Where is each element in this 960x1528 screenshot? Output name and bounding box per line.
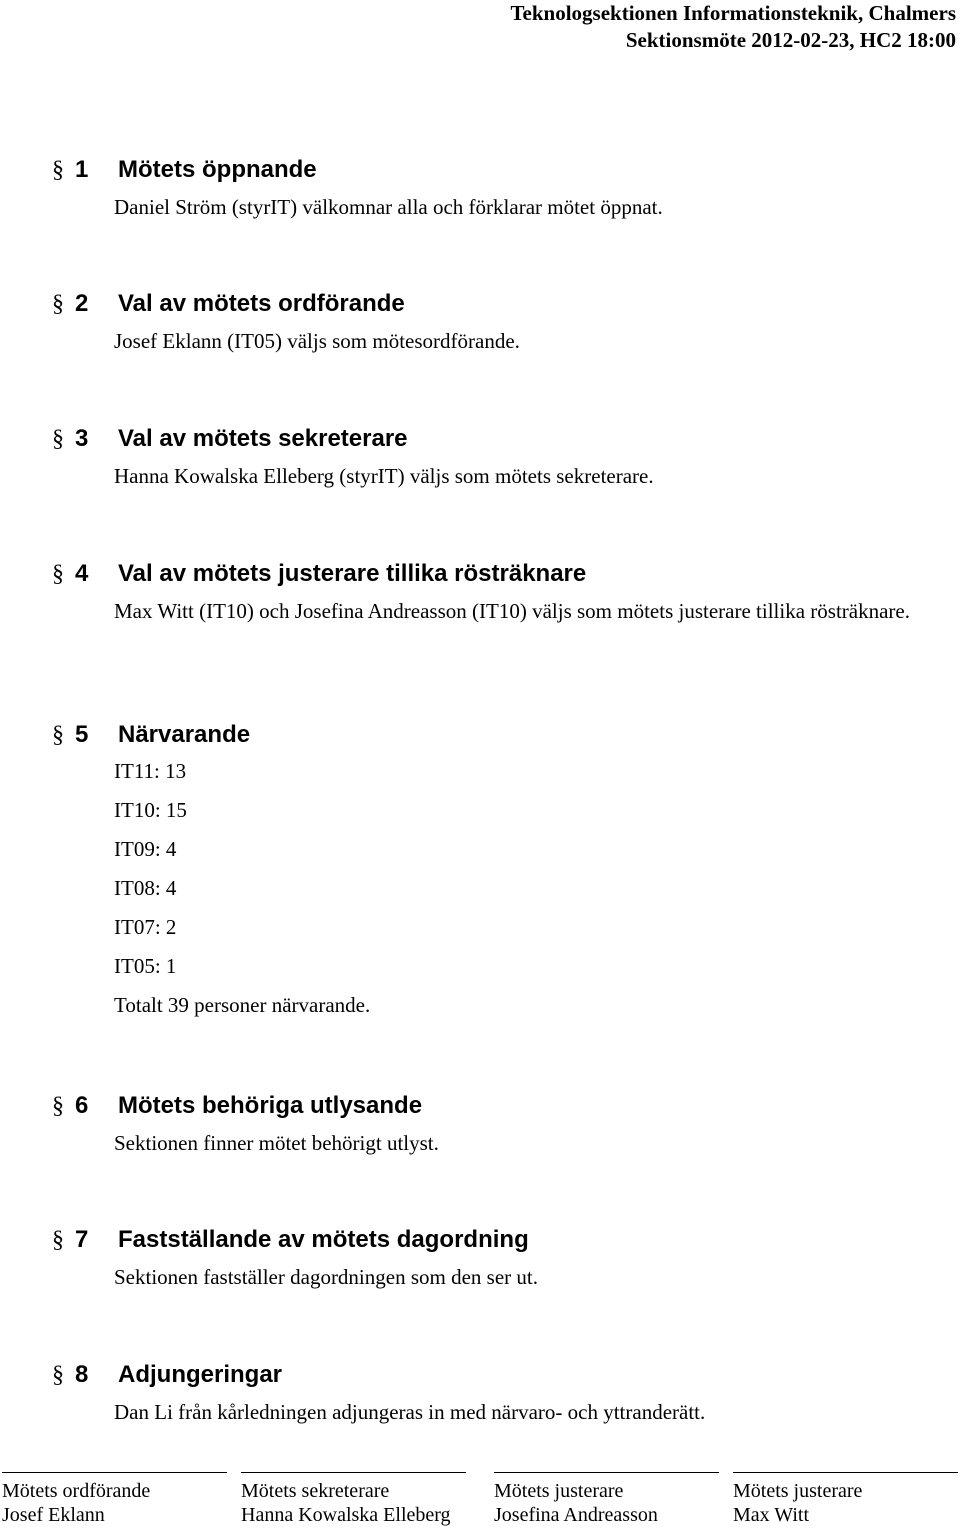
attendance-item: IT08: 4: [114, 876, 177, 900]
section-symbol: §: [52, 1093, 64, 1119]
agenda-section-4: [0, 559, 960, 627]
agenda-section-6: [0, 1091, 960, 1159]
section-number: 8: [75, 1361, 89, 1388]
section-heading: [0, 559, 960, 589]
agenda-section-3: [0, 424, 960, 492]
agenda-section-5: [0, 720, 960, 1025]
signature-name: Josef Eklann: [2, 1504, 105, 1526]
section-title: Adjungeringar: [118, 1361, 283, 1388]
signature-role: Mötets justerare: [494, 1480, 624, 1502]
signature-line: [2, 1472, 227, 1473]
section-title: Närvarande: [118, 721, 251, 748]
section-text: Max Witt (IT10) och Josefina Andreasson (IT10) väljs som mötets justerare tillika rösträknare.: [114, 599, 910, 623]
section-heading: [0, 424, 960, 454]
agenda-section-2: [0, 289, 960, 357]
signature-line: [241, 1472, 466, 1473]
section-title: Val av mötets justerare tillika rösträknare: [118, 560, 587, 587]
section-number: 7: [75, 1226, 89, 1253]
section-heading: [0, 289, 960, 319]
agenda-section-8: [0, 1360, 960, 1428]
section-number: 3: [75, 425, 89, 452]
signature-secretary: [241, 1472, 466, 1527]
section-title: Val av mötets sekreterare: [118, 425, 408, 452]
section-body: [114, 460, 920, 492]
attendance-total: Totalt 39 personer närvarande.: [114, 993, 371, 1017]
section-body: [114, 595, 920, 627]
section-symbol: §: [52, 1227, 64, 1253]
section-text: Daniel Ström (styrIT) välkomnar alla och förklarar mötet öppnat.: [114, 195, 663, 219]
signature-role: Mötets justerare: [733, 1480, 863, 1502]
section-number: 1: [75, 156, 89, 183]
section-text: Sektionen finner mötet behörigt utlyst.: [114, 1131, 439, 1155]
section-symbol: §: [52, 157, 64, 183]
attendance-item: IT10: 15: [114, 798, 187, 822]
section-symbol: §: [52, 291, 64, 317]
section-text: Dan Li från kårledningen adjungeras in med närvaro- och yttranderätt.: [114, 1400, 706, 1424]
section-title: Mötets öppnande: [118, 156, 317, 183]
section-text: Josef Eklann (IT05) väljs som mötesordförande.: [114, 329, 520, 353]
section-title: Fastställande av mötets dagordning: [118, 1226, 529, 1253]
section-heading: [0, 1225, 960, 1255]
signature-chair: [2, 1472, 227, 1527]
section-heading: [0, 1360, 960, 1390]
section-text: Hanna Kowalska Elleberg (styrIT) väljs som mötets sekreterare.: [114, 464, 654, 488]
attendance-item: IT09: 4: [114, 837, 177, 861]
signature-adjuster-2: [733, 1472, 958, 1527]
section-number: 4: [75, 560, 89, 587]
section-number: 5: [75, 721, 89, 748]
signature-adjuster-1: [494, 1472, 719, 1527]
attendance-list: [114, 752, 920, 1025]
signature-line: [733, 1472, 958, 1473]
attendance-item: IT05: 1: [114, 954, 177, 978]
section-symbol: §: [52, 426, 64, 452]
section-symbol: §: [52, 1362, 64, 1388]
signature-name: Hanna Kowalska Elleberg: [241, 1504, 451, 1526]
section-heading: [0, 720, 960, 750]
section-number: 2: [75, 290, 89, 317]
section-body: [114, 191, 920, 223]
agenda-section-7: [0, 1225, 960, 1293]
section-number: 6: [75, 1092, 89, 1119]
section-symbol: §: [52, 722, 64, 748]
section-body: [114, 1396, 920, 1428]
section-title: Mötets behöriga utlysande: [118, 1092, 423, 1119]
section-symbol: §: [52, 561, 64, 587]
section-body: [114, 1127, 920, 1159]
signature-row: [0, 1472, 960, 1528]
signature-line: [494, 1472, 719, 1473]
section-heading: [0, 1091, 960, 1121]
agenda-section-1: [0, 155, 960, 223]
signature-name: Josefina Andreasson: [494, 1504, 658, 1526]
section-heading: [0, 155, 960, 185]
section-body: [114, 325, 920, 357]
header-meeting: Sektionsmöte 2012-02-23, HC2 18:00: [625, 28, 956, 52]
signature-name: Max Witt: [733, 1504, 810, 1526]
attendance-item: IT07: 2: [114, 915, 177, 939]
attendance-item: IT11: 13: [114, 759, 187, 783]
section-text: Sektionen fastställer dagordningen som den ser ut.: [114, 1265, 538, 1289]
signature-role: Mötets ordförande: [2, 1480, 151, 1502]
header-organization: Teknologsektionen Informationsteknik, Chalmers: [510, 1, 956, 25]
section-body: [114, 1261, 920, 1293]
section-title: Val av mötets ordförande: [118, 290, 405, 317]
document-header: [510, 0, 956, 54]
signature-role: Mötets sekreterare: [241, 1480, 390, 1502]
